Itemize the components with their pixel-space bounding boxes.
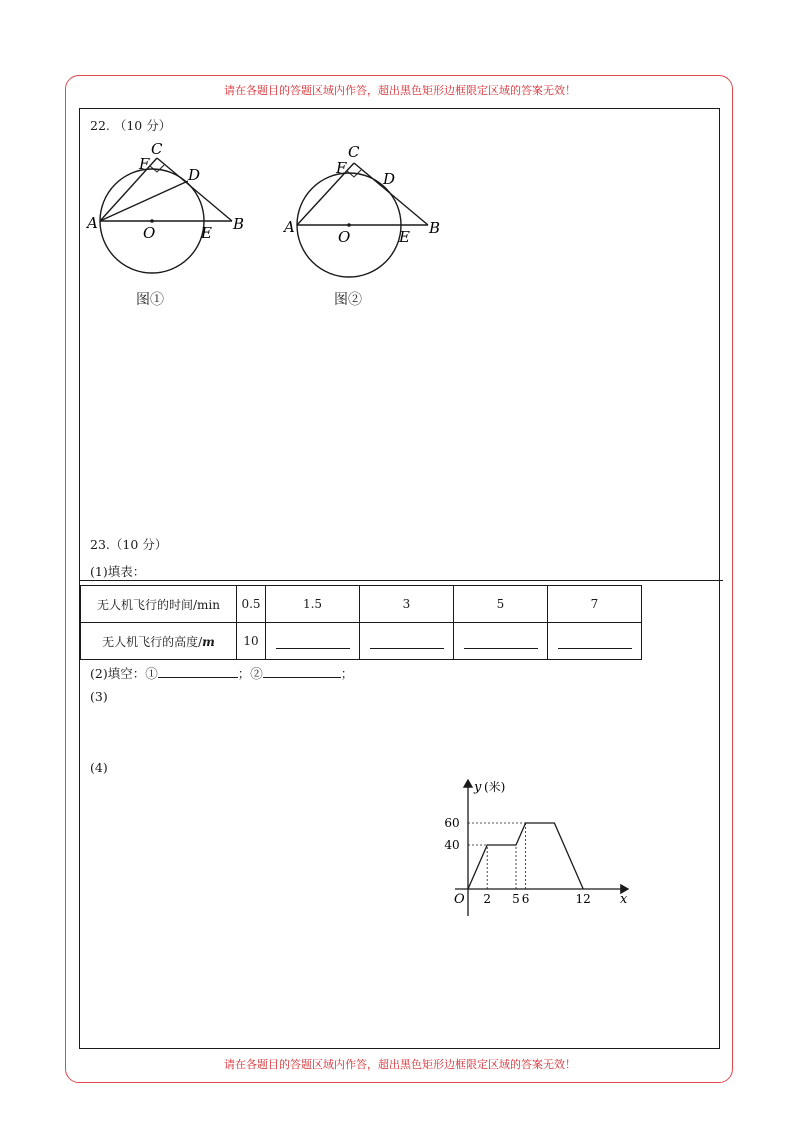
fig2-label-O: O xyxy=(338,228,351,246)
fig2-label-D: D xyxy=(383,170,396,188)
x-tick-1: 5 xyxy=(512,892,520,906)
part2-sep: ； xyxy=(237,666,251,681)
height-blank-4[interactable] xyxy=(558,634,632,649)
part2-end: ； xyxy=(340,666,354,681)
warning-bottom: 请在各题目的答题区域内作答，超出黑色矩形边框限定区域的答案无效！ xyxy=(224,1058,576,1071)
x-axis-label: x xyxy=(620,892,628,907)
x-tick-2: 6 xyxy=(521,892,530,906)
q23-graph xyxy=(440,772,640,917)
fig2-label-C: C xyxy=(348,143,360,161)
height-blank-3[interactable] xyxy=(464,634,538,649)
fig2-label-F: F xyxy=(336,159,347,177)
q23-table xyxy=(80,585,642,660)
y-tick-0: 40 xyxy=(444,838,460,852)
q23-part3: (3) xyxy=(90,689,108,704)
time-cell-2: 3 xyxy=(360,586,454,623)
section-divider xyxy=(79,580,723,581)
part2-blank1[interactable] xyxy=(158,665,238,678)
fig2-label-B: B xyxy=(429,219,441,237)
q22-figure1 xyxy=(85,135,255,285)
time-cell-0: 0.5 xyxy=(237,586,266,623)
x-tick-0: 2 xyxy=(483,892,492,906)
fig1-label-F: F xyxy=(139,155,150,173)
y-axis-unit: (米) xyxy=(484,780,506,794)
fig1-label-E: E xyxy=(201,224,212,242)
fig2-label-E: E xyxy=(399,228,410,246)
time-cell-3: 5 xyxy=(454,586,548,623)
y-axis-label: y xyxy=(474,780,482,795)
figure2-caption: 图② xyxy=(334,292,362,308)
part2-marker1: ① xyxy=(145,666,158,681)
x-tick-3: 12 xyxy=(575,892,591,906)
part2-blank2[interactable] xyxy=(263,665,341,678)
q22-figure2 xyxy=(282,135,452,285)
height-cell-2[interactable] xyxy=(360,623,454,660)
fig2-label-A: A xyxy=(284,218,295,236)
time-cell-1: 1.5 xyxy=(266,586,360,623)
height-blank-1[interactable] xyxy=(276,634,350,649)
q22-header: 22. （10 分） xyxy=(90,118,172,133)
height-cell-0: 10 xyxy=(237,623,266,660)
q23-part4: (4) xyxy=(90,760,108,775)
height-cell-3[interactable] xyxy=(454,623,548,660)
time-cell-4: 7 xyxy=(548,586,642,623)
warning-top: 请在各题目的答题区域内作答，超出黑色矩形边框限定区域的答案无效！ xyxy=(224,84,576,97)
q23-part2 xyxy=(90,664,353,682)
y-tick-1: 60 xyxy=(444,816,460,830)
table-row-height xyxy=(81,623,642,660)
height-cell-1[interactable] xyxy=(266,623,360,660)
height-blank-2[interactable] xyxy=(370,634,444,649)
part2-marker2: ② xyxy=(250,666,263,681)
origin-label: O xyxy=(454,892,465,907)
fig1-label-B: B xyxy=(233,215,245,233)
fig1-label-O: O xyxy=(143,224,156,242)
row1-label: 无人机飞行的时间/min xyxy=(81,586,237,623)
table-row-time xyxy=(81,586,642,623)
fig1-label-A: A xyxy=(87,214,98,232)
fig1-label-C: C xyxy=(151,140,163,158)
part2-prefix: (2)填空： xyxy=(90,666,146,681)
figure1-caption: 图① xyxy=(136,292,164,308)
row2-label xyxy=(81,623,237,660)
q23-header: 23.（10 分） xyxy=(90,537,168,552)
fig1-label-D: D xyxy=(188,166,201,184)
row2-label-text: 无人机飞行的高度/ xyxy=(102,634,203,649)
row2-unit: m xyxy=(202,634,215,649)
height-cell-4[interactable] xyxy=(548,623,642,660)
q23-part1: (1)填表： xyxy=(90,564,146,579)
